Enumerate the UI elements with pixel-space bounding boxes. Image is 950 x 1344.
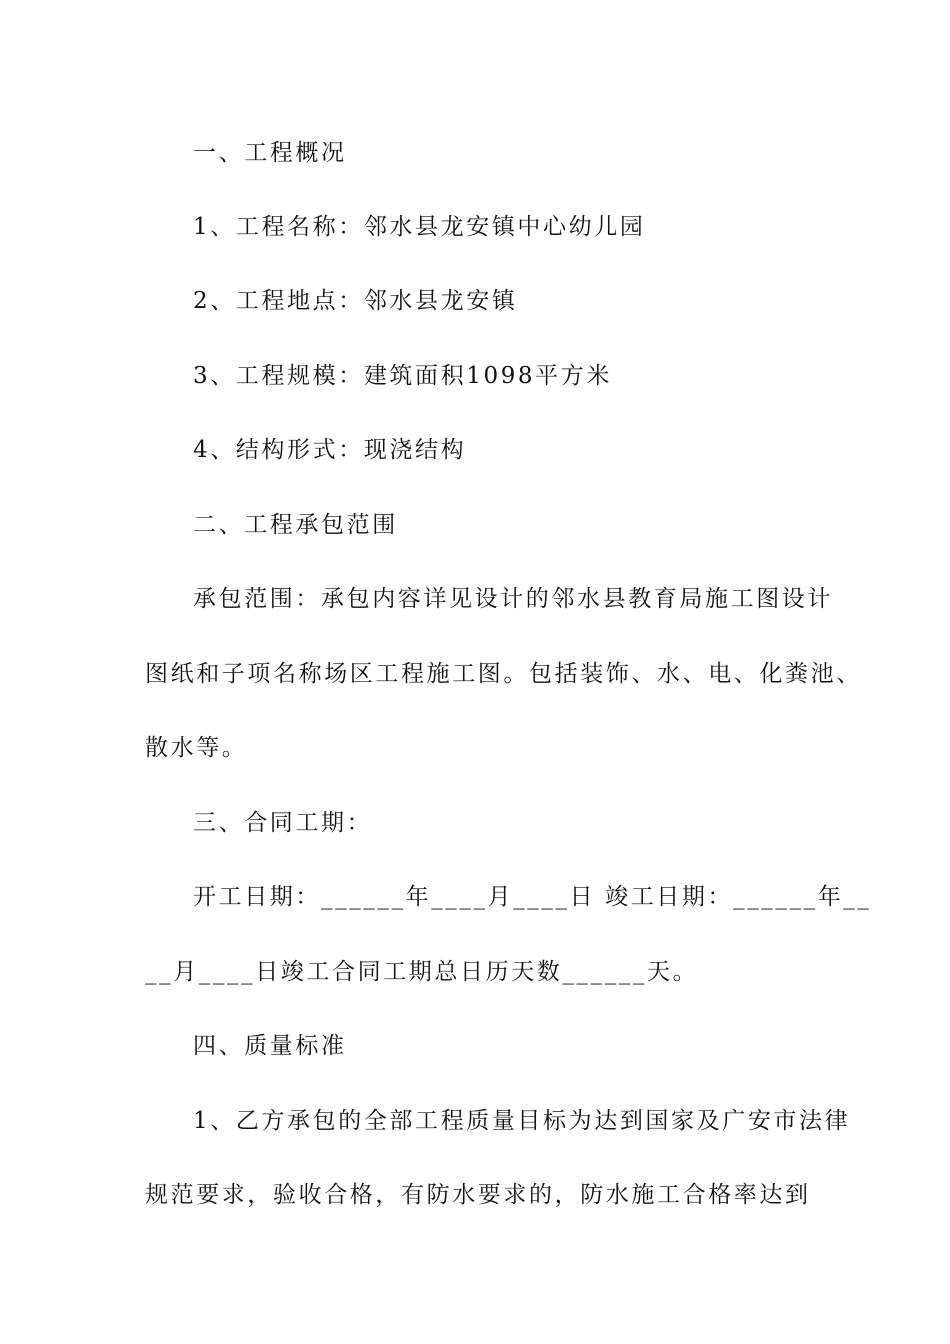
section-heading-quality-standard: 四、质量标准 <box>193 1033 347 1059</box>
section-heading-contract-scope: 二、工程承包范围 <box>193 512 398 538</box>
section-heading-contract-period: 三、合同工期： <box>193 810 373 836</box>
quality-standard-paragraph-line-2: 规范要求，验收合格，有防水要求的，防水施工合格率达到 <box>145 1182 811 1208</box>
project-scale-line: 3、工程规模：建筑面积1098平方米 <box>193 363 612 389</box>
contract-scope-paragraph-line-2: 图纸和子项名称场区工程施工图。包括装饰、水、电、化粪池、 <box>145 661 862 687</box>
contract-dates-line-1: 开工日期：______年____月____日 竣工日期：______年__ <box>193 884 872 910</box>
structure-form-line: 4、结构形式：现浇结构 <box>193 437 467 463</box>
contract-scope-paragraph-line-1: 承包范围：承包内容详见设计的邻水县教育局施工图设计 <box>193 586 833 612</box>
contract-dates-line-2: __月____日竣工合同工期总日历天数______天。 <box>145 959 699 985</box>
section-heading-project-overview: 一、工程概况 <box>193 140 347 166</box>
project-name-line: 1、工程名称：邻水县龙安镇中心幼儿园 <box>193 214 646 240</box>
project-location-line: 2、工程地点：邻水县龙安镇 <box>193 288 518 314</box>
contract-scope-paragraph-line-3: 散水等。 <box>145 735 248 761</box>
quality-standard-paragraph-line-1: 1、乙方承包的全部工程质量目标为达到国家及广安市法律 <box>193 1108 851 1134</box>
